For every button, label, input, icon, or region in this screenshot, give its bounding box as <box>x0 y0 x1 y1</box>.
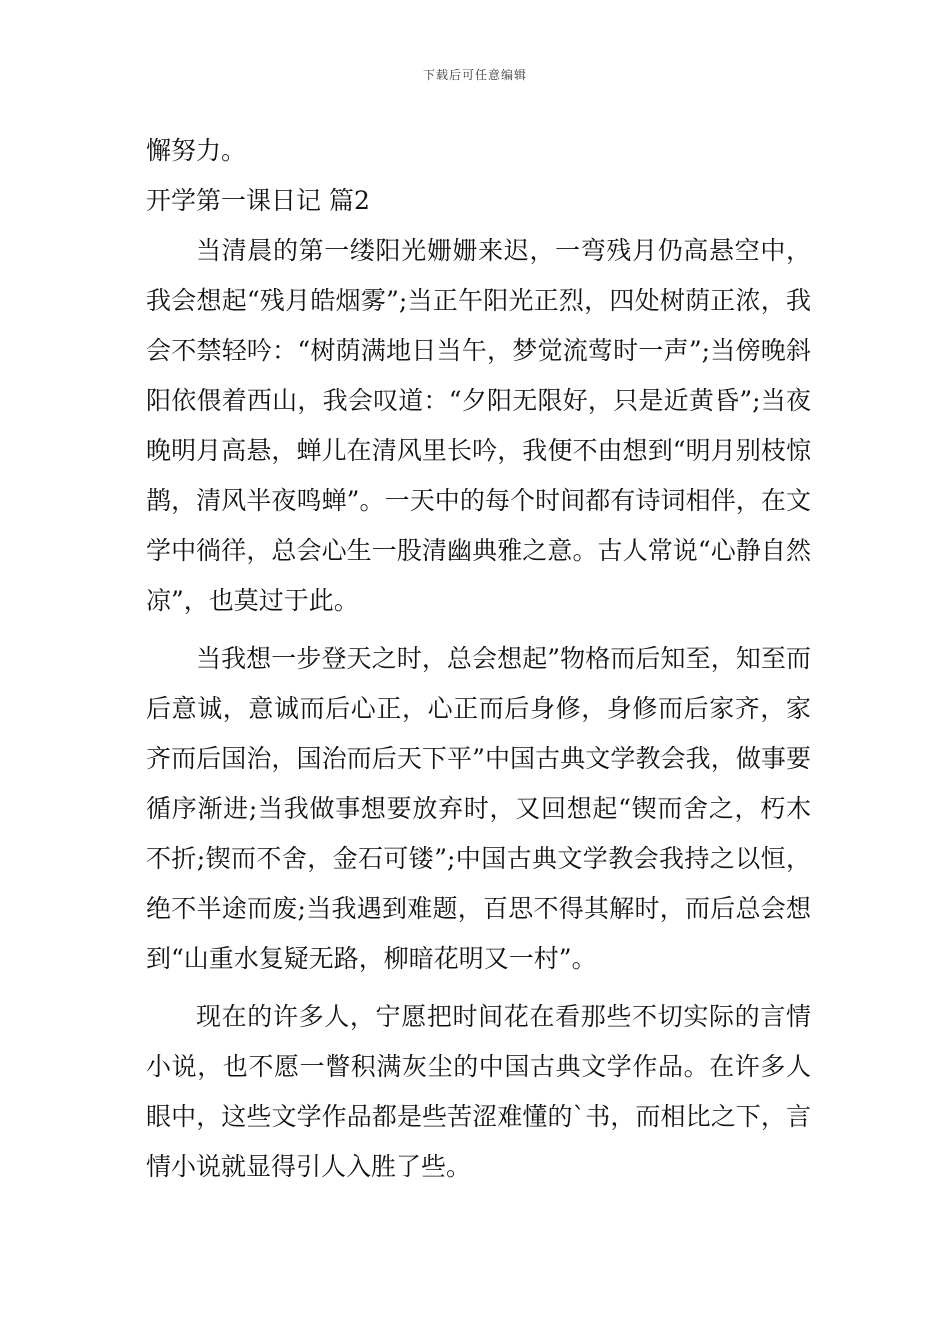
paragraph-1: 当清晨的第一缕阳光姗姗来迟，一弯残月仍高悬空中，我会想起“残月皓烟雾”;当正午阳光正烈，四处树荫正浓，我会不禁轻吟：“树荫满地日当午，梦觉流莺时一声”;当傍晚斜阳依偎着西山，我会叹道：“夕阳无限好，只是近黄昏”;当夜晚明月高悬，蝉儿在清风里长吟，我便不由想到“明月别枝惊鹊，清风半夜鸣蝉”。一天中的每个时间都有诗词相伴，在文学中徜徉，总会心生一股清幽典雅之意。古人常说“心静自然凉”，也莫过于此。 <box>146 236 811 615</box>
header-note: 下载后可任意编辑 <box>422 68 527 82</box>
carryover-text: 懈努力。 <box>146 136 247 165</box>
paragraph-2: 当我想一步登天之时，总会想起”物格而后知至，知至而后意诚，意诚而后心正，心正而后身修，身修而后家齐，家齐而后国治，国治而后天下平”中国古典文学教会我，做事要循序渐进;当我做事想要放弃时，又回想起“锲而舍之，朽木不折;锲而不舍，金石可镂”;中国古典文学教会我持之以恒，绝不半途而废;当我遇到难题，百思不得其解时，而后总会想到“山重水复疑无路，柳暗花明又一村”。 <box>146 644 811 973</box>
paragraph-3: 现在的许多人，宁愿把时间花在看那些不切实际的言情小说，也不愿一瞥积满灰尘的中国古典文学作品。在许多人眼中，这些文学作品都是些苦涩难懂的`书，而相比之下，言情小说就显得引人入胜了些。 <box>146 1002 811 1181</box>
section-title: 开学第一课日记 篇2 <box>146 186 370 215</box>
document-body <box>146 126 811 1192</box>
